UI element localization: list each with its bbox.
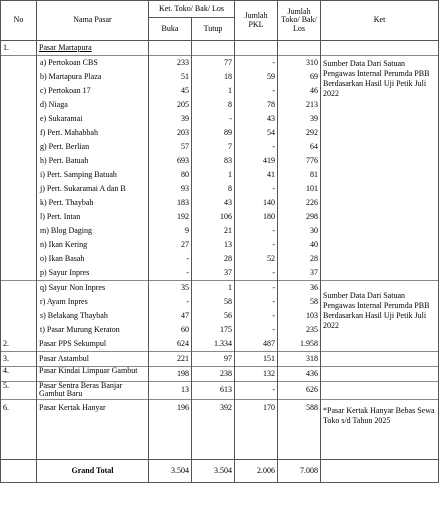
tutup-cell: 97 (192, 352, 235, 367)
pkl-cell: 180 (235, 210, 278, 224)
jumlah-cell: 64 (278, 140, 321, 154)
market-name: q) Sayur Non Inpres (37, 281, 149, 296)
tutup-cell: 106 (192, 210, 235, 224)
buka-cell: 196 (149, 399, 192, 459)
tutup-cell: 21 (192, 224, 235, 238)
ket-note: Sumber Data Dari Satuan Pengawas Internal Perumda PBB Berdasarkan Hasil Uji Petik Juli 2022 (321, 281, 439, 352)
pkl-cell: - (235, 266, 278, 281)
buka-cell: - (149, 252, 192, 266)
pkl-cell: 140 (235, 196, 278, 210)
pkl-cell: - (235, 238, 278, 252)
pkl-cell: - (235, 281, 278, 296)
table-row (1, 352, 439, 367)
row-number: 5. (1, 382, 37, 400)
tutup-cell: 58 (192, 295, 235, 309)
market-name: g) Pert. Berlian (37, 140, 149, 154)
tutup-cell: 89 (192, 126, 235, 140)
table-row (1, 399, 439, 459)
jumlah-cell: 30 (278, 224, 321, 238)
jumlah-cell: 626 (278, 382, 321, 400)
market-name: t) Pasar Murung Keraton (37, 323, 149, 337)
market-name: Pasar Kindai Limpuar Gambut (37, 367, 149, 382)
tutup-cell: 1.334 (192, 337, 235, 352)
buka-cell: 221 (149, 352, 192, 367)
pkl-cell: - (235, 182, 278, 196)
market-name: r) Ayam Inpres (37, 295, 149, 309)
pkl-cell: - (235, 382, 278, 400)
market-name: k) Pert. Thaybah (37, 196, 149, 210)
market-name: o) Ikan Basah (37, 252, 149, 266)
market-name: e) Sukaramai (37, 112, 149, 126)
tutup-cell: 1 (192, 84, 235, 98)
table-row (1, 367, 439, 382)
pkl-cell: 170 (235, 399, 278, 459)
pkl-cell: 132 (235, 367, 278, 382)
market-name: Pasar Astambul (37, 352, 149, 367)
market-name: Pasar Kertak Hanyar (37, 399, 149, 459)
buka-cell: 233 (149, 56, 192, 71)
pkl-cell: 52 (235, 252, 278, 266)
jumlah-cell: 37 (278, 266, 321, 281)
pkl-cell: 41 (235, 168, 278, 182)
pkl-cell: 59 (235, 70, 278, 84)
market-name: b) Martapura Plaza (37, 70, 149, 84)
market-name: Pasar Sentra Beras Banjar Gambut Baru (37, 382, 149, 400)
pkl-cell: - (235, 56, 278, 71)
header-no: No (1, 1, 37, 41)
market-name: p) Sayur Inpres (37, 266, 149, 281)
pkl-cell: - (235, 295, 278, 309)
tutup-cell: 37 (192, 266, 235, 281)
buka-cell: 45 (149, 84, 192, 98)
pkl-cell: - (235, 224, 278, 238)
pkl-cell: 43 (235, 112, 278, 126)
jumlah-cell: 310 (278, 56, 321, 71)
buka-cell: 13 (149, 382, 192, 400)
pkl-cell: 78 (235, 98, 278, 112)
buka-cell: 93 (149, 182, 192, 196)
jumlah-cell: 776 (278, 154, 321, 168)
tutup-cell: 28 (192, 252, 235, 266)
pkl-cell: - (235, 140, 278, 154)
jumlah-cell: 292 (278, 126, 321, 140)
buka-cell: 205 (149, 98, 192, 112)
row-number: 3. (1, 352, 37, 367)
jumlah-cell: 1.958 (278, 337, 321, 352)
header-row (1, 1, 439, 18)
header-buka: Buka (149, 18, 192, 41)
buka-cell: 35 (149, 281, 192, 296)
jumlah-cell: 436 (278, 367, 321, 382)
pkl-cell: - (235, 323, 278, 337)
tutup-cell: 77 (192, 56, 235, 71)
jumlah-cell: 46 (278, 84, 321, 98)
tutup-cell: 613 (192, 382, 235, 400)
jumlah-cell: 101 (278, 182, 321, 196)
grand-total-row (1, 459, 439, 482)
tutup-cell: - (192, 112, 235, 126)
tutup-cell: 7 (192, 140, 235, 154)
market-name: j) Pert. Sukaramai A dan B (37, 182, 149, 196)
pkl-cell: 419 (235, 154, 278, 168)
tutup-cell: 18 (192, 70, 235, 84)
market-name: h) Pert. Batuah (37, 154, 149, 168)
market-name: Pasar Martapura (37, 41, 149, 56)
buka-cell: 47 (149, 309, 192, 323)
tutup-cell: 8 (192, 182, 235, 196)
header-jumlah-pkl: Jumlah PKL (235, 1, 278, 41)
tutup-cell: 392 (192, 399, 235, 459)
tutup-cell: 8 (192, 98, 235, 112)
market-name: s) Belakang Thaybah (37, 309, 149, 323)
market-name: c) Pertokoan 17 (37, 84, 149, 98)
market-name: a) Pertokoan CBS (37, 56, 149, 71)
buka-cell: 9 (149, 224, 192, 238)
buka-cell: 203 (149, 126, 192, 140)
ket-note: *Pasar Kertak Hanyar Bebas Sewa Toko s/d Tahun 2025 (321, 399, 439, 459)
header-tutup: Tutup (192, 18, 235, 41)
table-row (1, 281, 439, 296)
header-ket: Ket (321, 1, 439, 41)
pkl-cell: - (235, 309, 278, 323)
market-name: Pasar PPS Sekumpul (37, 337, 149, 352)
buka-cell: 80 (149, 168, 192, 182)
jumlah-cell: 103 (278, 309, 321, 323)
buka-cell: 57 (149, 140, 192, 154)
jumlah-cell: 39 (278, 112, 321, 126)
tutup-cell: 238 (192, 367, 235, 382)
jumlah-cell: 69 (278, 70, 321, 84)
jumlah-cell: 226 (278, 196, 321, 210)
grand-total-label: Grand Total (37, 459, 149, 482)
pkl-cell: 487 (235, 337, 278, 352)
market-name: n) Ikan Kering (37, 238, 149, 252)
buka-cell: 39 (149, 112, 192, 126)
buka-cell: 60 (149, 323, 192, 337)
total-pkl: 2.006 (235, 459, 278, 482)
header-nama-pasar: Nama Pasar (37, 1, 149, 41)
buka-cell: 693 (149, 154, 192, 168)
buka-cell: 198 (149, 367, 192, 382)
tutup-cell: 1 (192, 281, 235, 296)
table-row (1, 382, 439, 400)
tutup-cell: 13 (192, 238, 235, 252)
tutup-cell: 56 (192, 309, 235, 323)
row-number: 2. (1, 337, 37, 352)
market-name: f) Pert. Mahabbah (37, 126, 149, 140)
tutup-cell: 43 (192, 196, 235, 210)
market-name: i) Pert. Samping Batuah (37, 168, 149, 182)
buka-cell: 192 (149, 210, 192, 224)
jumlah-cell: 58 (278, 295, 321, 309)
table-row (1, 56, 439, 71)
total-buka: 3.504 (149, 459, 192, 482)
jumlah-cell: 235 (278, 323, 321, 337)
jumlah-cell: 36 (278, 281, 321, 296)
jumlah-cell: 28 (278, 252, 321, 266)
buka-cell: 183 (149, 196, 192, 210)
total-jumlah: 7.008 (278, 459, 321, 482)
tutup-cell: 1 (192, 168, 235, 182)
market-name: m) Blog Daging (37, 224, 149, 238)
buka-cell: 27 (149, 238, 192, 252)
pkl-cell: - (235, 84, 278, 98)
buka-cell: 624 (149, 337, 192, 352)
row-number: 1. (1, 41, 37, 56)
tutup-cell: 175 (192, 323, 235, 337)
header-ket-toko-group: Ket. Toko/ Bak/ Los (149, 1, 235, 18)
buka-cell: - (149, 295, 192, 309)
ket-note: Sumber Data Dari Satuan Pengawas Internal Perumda PBB Berdasarkan Hasil Uji Petik Juli 2022 (321, 56, 439, 281)
pkl-cell: 151 (235, 352, 278, 367)
header-jumlah-toko: Jumlah Toko/ Bak/ Los (278, 1, 321, 41)
table-row (1, 41, 439, 56)
row-number: 4. (1, 367, 37, 382)
buka-cell: 51 (149, 70, 192, 84)
jumlah-cell: 40 (278, 238, 321, 252)
buka-cell: - (149, 266, 192, 281)
jumlah-cell: 588 (278, 399, 321, 459)
jumlah-cell: 298 (278, 210, 321, 224)
pkl-cell: 54 (235, 126, 278, 140)
tutup-cell: 83 (192, 154, 235, 168)
jumlah-cell: 81 (278, 168, 321, 182)
market-name: d) Niaga (37, 98, 149, 112)
row-number: 6. (1, 399, 37, 459)
jumlah-cell: 213 (278, 98, 321, 112)
jumlah-cell: 318 (278, 352, 321, 367)
total-tutup: 3.504 (192, 459, 235, 482)
market-name: l) Pert. Intan (37, 210, 149, 224)
